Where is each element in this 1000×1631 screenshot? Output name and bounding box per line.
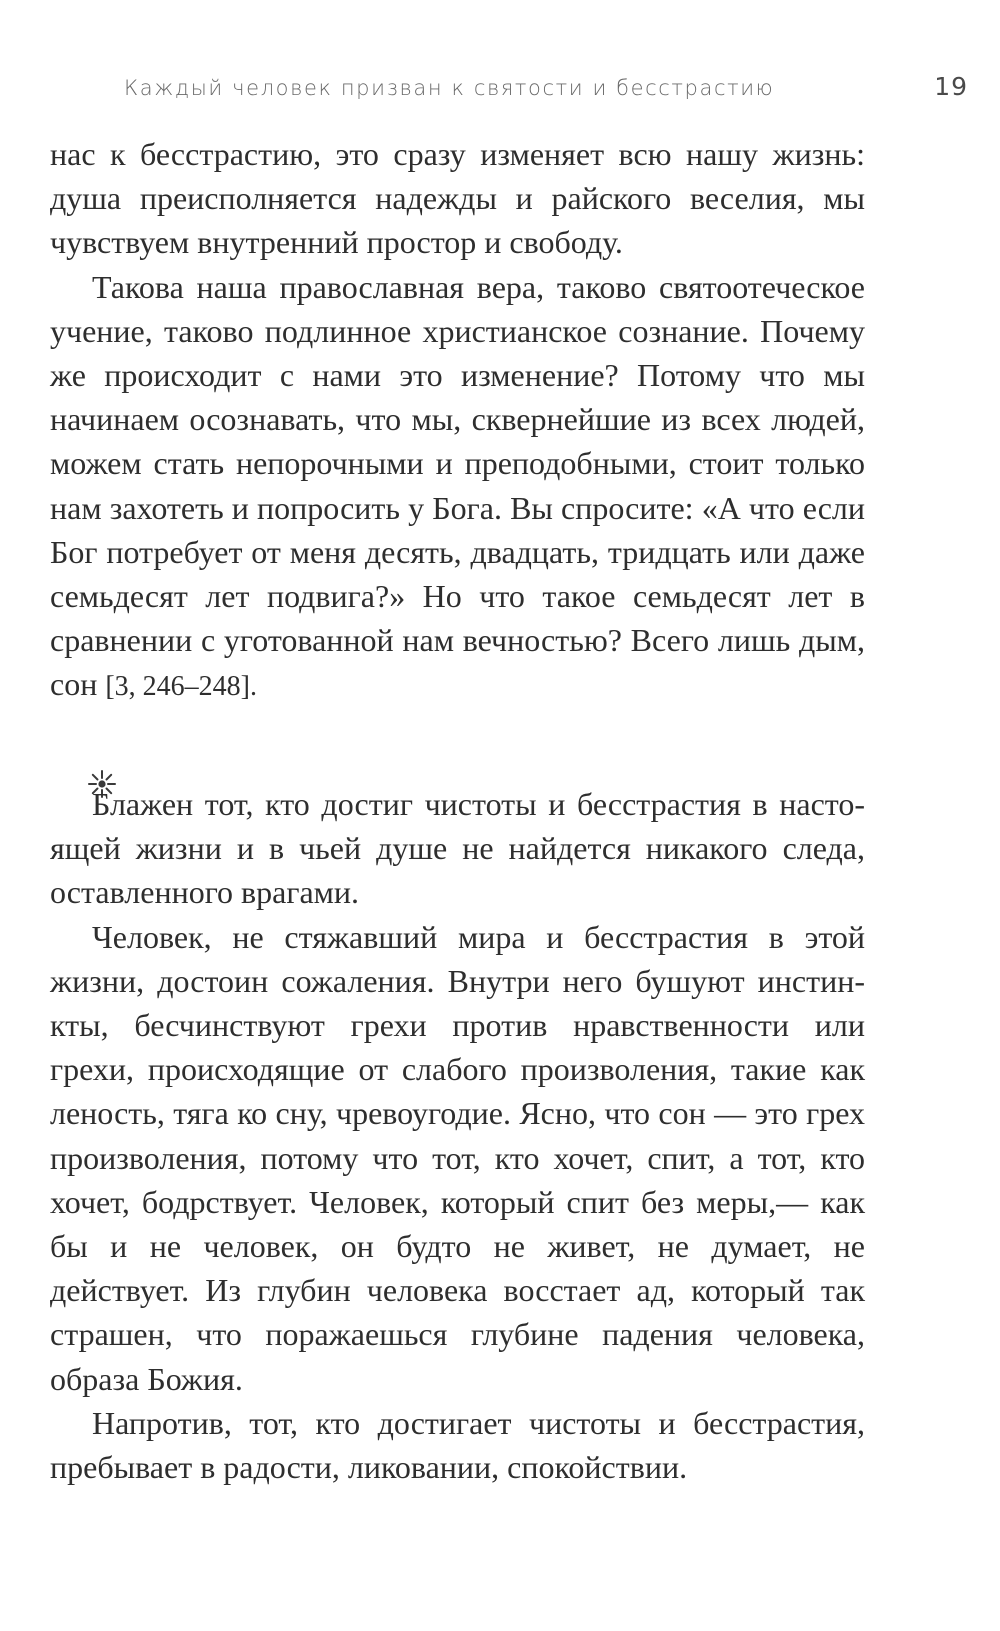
page-number: 19 xyxy=(934,72,968,101)
paragraph-continued: нас к бесстрастию, это сразу изменяет всю нашу жизнь: душа преисполняется надежды и райского веселия, мы чувствуем внутренний простор и свободу. xyxy=(50,136,865,261)
paragraph-contrary: Напротив, тот, кто достигает чистоты и бесстрастия, пребывает в радости, ликовании, спокойствии. xyxy=(50,1404,865,1486)
paragraph-blessed: Блажен тот, кто достиг чистоты и бесстрастия в настоящей жизни и в чьей душе не найдется никакого следа, оставленного врагами. xyxy=(50,786,865,911)
paragraph-faith-text: Такова наша православная вера, таково святоотеческое учение, таково подлинное христианское сознание. Почему же происходит с нами это изменение? Потому что мы начинаем осознавать, что мы, сквернейшие из всех людей, можем стать непорочными и преподобными, стоит только нам захотеть и попросить у Бога. Вы спросите: «А что если Бог потребует от меня десять, двадцать, тридцать или даже семьдесят лет подвига?» Но что такое семьдесят лет в сравнении с уготованной нам вечностью? Всего лишь дым, сон xyxy=(50,268,865,703)
text-block-1 xyxy=(50,132,865,710)
citation-reference: [3, 246–248]. xyxy=(105,671,257,703)
paragraph-faith xyxy=(50,265,865,710)
paragraph-pity: Человек, не стяжавший мира и бесстрастия в этой жизни, достоин сожаления. Внутри него бушуют инстинкты, бесчинствуют грехи против нравственности или грехи, происходящие от слабого произволения, такие как леность, тяга ко сну, чревоугодие. Ясно, что сон — это грех произволения, потому что тот, кто хочет, спит, а тот, кто хочет, бодрствует. Человек, который спит без меры,— как бы и не человек, он будто не живет, не думает, не действует. Из глубин человека восстает ад, который так страшен, что поражаешься глубине падения человека, образа Божия. xyxy=(50,918,865,1397)
running-head: Каждый человек призван к святости и бесстрастию xyxy=(124,76,775,100)
text-block-2 xyxy=(50,782,865,1489)
